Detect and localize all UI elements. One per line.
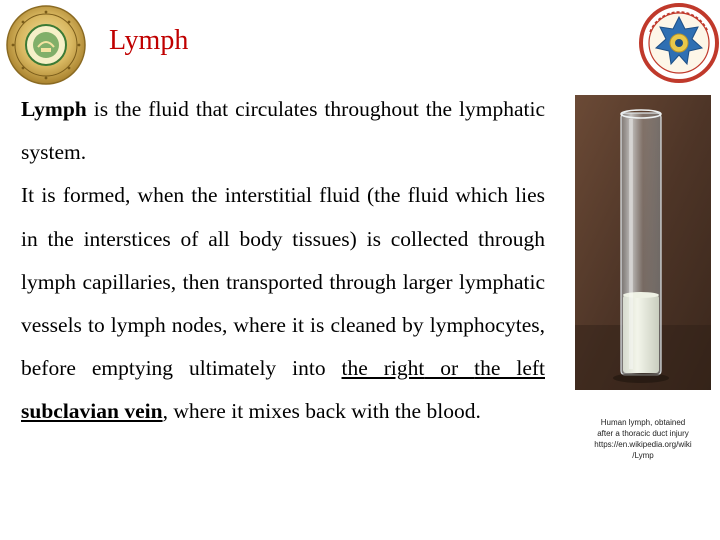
link-right-subclavian[interactable]: the right [341, 356, 425, 381]
slide-title: Lymph [109, 25, 189, 56]
paragraph-formation [21, 174, 545, 433]
formation-text: It is formed, when the interstitial fluid (the fluid which lies in the interstices of all body tissues) is collected through lymph capillaries, then transported through larger lymphatic vessels to lymph nodes, where it is cleaned by lymphocytes, before emptying ultimately into [21, 183, 545, 381]
caption-line: Human lymph, obtained [600, 418, 686, 427]
image-caption [578, 417, 708, 461]
or-text: or [424, 356, 475, 381]
college-emblem-logo [638, 2, 720, 84]
link-subclavian-vein[interactable]: subclavian vein [21, 399, 163, 424]
term-lymph: Lymph [21, 97, 87, 121]
body-text [21, 88, 545, 434]
lymph-test-tube-photo [575, 95, 711, 390]
link-left-subclavian[interactable]: the left [474, 356, 545, 381]
definition-text: is the fluid that circulates throughout the lymphatic system. [21, 97, 545, 165]
caption-line: after a thoracic duct injury [597, 429, 689, 438]
paragraph-definition [21, 88, 545, 174]
formation-text-end: , where it mixes back with the blood. [162, 399, 481, 424]
caption-url-line[interactable]: /Lymp [632, 451, 654, 460]
university-seal-logo [5, 4, 87, 86]
caption-url-line[interactable]: https://en.wikipedia.org/wiki [594, 440, 692, 449]
